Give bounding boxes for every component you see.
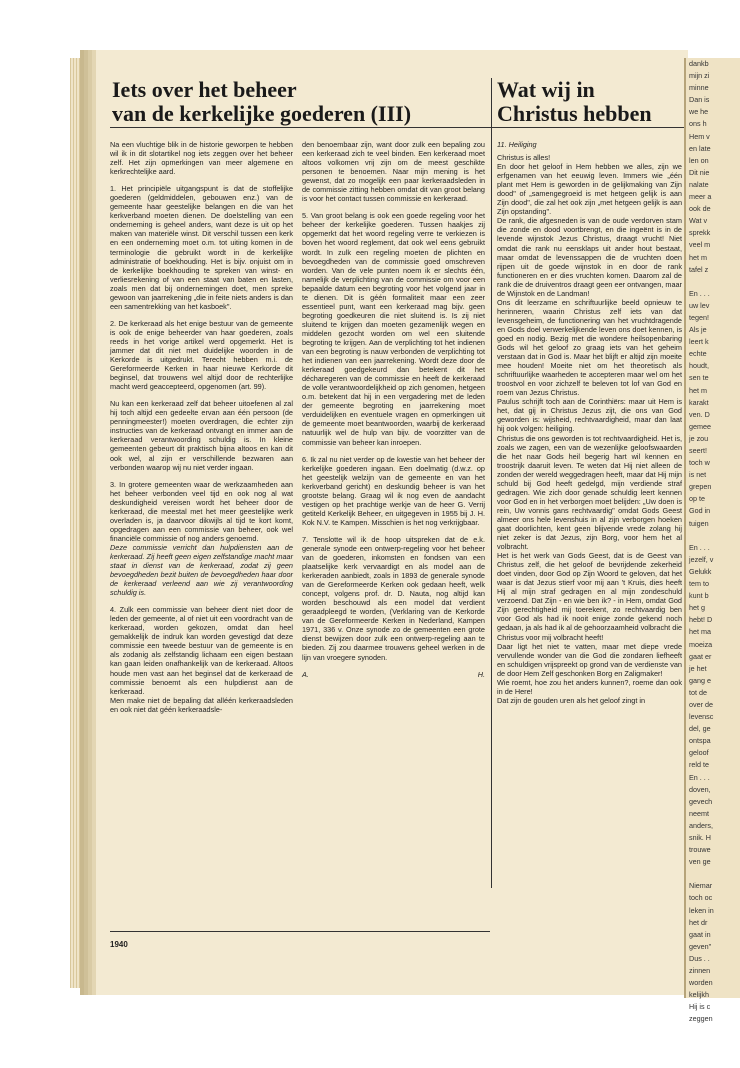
next-page-fragment: worden	[689, 978, 713, 988]
next-page-fragment: zinnen	[689, 966, 711, 976]
next-page-fragment: Hij is c	[689, 1002, 711, 1012]
next-page-fragment: meer a	[689, 192, 712, 202]
next-page-fragment: Wat v	[689, 216, 708, 226]
page-number: 1940	[110, 940, 128, 949]
signature	[302, 670, 485, 679]
next-page-fragment	[686, 868, 740, 880]
next-page-fragment: sprekk	[689, 228, 711, 238]
paragraph: 6. Ik zal nu niet verder op de kwestie van het beheer der kerkelijke goederen ingaan. Een doelmatig (d.w.z. op het geestelijk welzijn van de gemeente en van het kerkverband gericht) en deskundig beheer is van het grootste belang. Graag wil ik nog even de aandacht vestigen op het prachtige werkje van de heer G. Verrij getiteld Kerkelijk Beheer, en uitgegeven in 1955 bij J. H. Kok N.V. te Kampen. Misschien is het nog verkrijgbaar.	[302, 454, 485, 527]
next-page-fragment: ons h	[689, 119, 707, 129]
next-page-fragment: geloof	[689, 748, 709, 758]
next-page-fragment: Dus . .	[689, 953, 710, 963]
next-page-fragment: over de	[689, 699, 713, 709]
next-page-fragment	[686, 276, 740, 288]
next-page-fragment: toch oc	[689, 893, 713, 903]
paragraph: Paulus schrijft toch aan de Corinthiërs: maar uit Hem is het, dat gij in Christus Jezus zijt, die ons van God geworden is: wijsheid, rechtvaardigheid, maar dan laat hij ook volgen: heiliging.	[497, 397, 682, 434]
next-page-fragment: del, ge	[689, 724, 711, 734]
next-page-fragment: levensc	[689, 712, 714, 722]
next-page-fragment: tot de	[689, 687, 707, 697]
paragraph: Na een vluchtige blik in de historie geworpen te hebben wil ik in dit slotartikel nog iets zeggen over het beheer zelf. Het zijn opmerkingen van meer algemene en kerkrechtelijke aard.	[110, 140, 293, 177]
next-page-fragment: kunt b	[689, 591, 709, 601]
next-page-fragment: geven"	[689, 941, 712, 951]
paragraph: den benoembaar zijn, want door zulk een bepaling zou een kerkeraad zich te veel binden. Een kerkeraad moet altoos volkomen vrij zijn om de meest geschikte personen te benoemen. Naar mijn mening is het gewenst, dat zo mogelijk een paar kerkeraadsleden in de commissie zitting hebben omdat dit van groot belang is voor het contact tussen commissie en kerkeraad.	[302, 140, 485, 204]
paragraph: Deze commissie verricht dan hulpdiensten aan de kerkeraad. Zij heeft geen eigen zelfstandige macht maar staat in dienst van de kerkeraad, zodat zij geen bevoegdheden bezit buiten de bevoegdheden haar door de kerkeraad verleend aan wie zij verantwoording schuldig is.	[110, 542, 293, 598]
next-page-fragment: leert k	[689, 337, 709, 347]
left-article-column-2	[302, 140, 485, 679]
signature-initial: A.	[302, 669, 309, 679]
next-page-fragment: echte	[689, 349, 707, 359]
left-article-title	[112, 78, 411, 126]
next-page-fragment: het m	[689, 385, 707, 395]
next-page-fragment: zeggen	[689, 1014, 713, 1024]
next-page-fragment: en late	[689, 143, 711, 153]
left-article-column-1	[110, 140, 293, 722]
next-page-fragment: seert!	[689, 446, 707, 455]
next-page-fragment: veel m	[689, 240, 711, 250]
next-page-fragment: leken in	[689, 905, 714, 915]
next-page-fragment: tuigen	[689, 518, 709, 528]
next-page-fragment: neemt	[689, 808, 709, 818]
next-page-fragment: anders,	[689, 820, 713, 830]
paragraph: En door het geloof in Hem hebben we alles, zijn we erfgenamen van het eeuwig leven. Immers wie „één plant met Hem is geworden in de gelijkmaking van Zijn dood" of „samengegroeid is met hetgeen gelijk is aan Zijn dood", die zal het ook zijn „met hetgeen gelijk is aan Zijn opstanding".	[497, 162, 682, 217]
next-page-fragment: jezelf, v	[689, 554, 714, 564]
paragraph: Nu kan een kerkeraad zelf dat beheer uitoefenen al zal hij toch altijd een gedeelte ervan aan één persoon (de penningmeester!) moeten overdragen, die echter zijn instructies van de kerkeraad ontvangt en immer aan de kerkeraad verantwoording schuldig is. In kleine gemeenten gebeurt dit praktisch bijna altoos en kan dit ook wel, al zijn er verschillende bezwaren aan verbonden waarop wij nu niet verder ingaan.	[110, 399, 293, 472]
next-page-fragment: En . . .	[689, 288, 710, 298]
next-page-fragment: trouwe	[689, 845, 711, 855]
next-page-fragment: len on	[689, 155, 709, 165]
next-page-fragment: gaat er	[689, 651, 712, 661]
paragraph: 1. Het principiële uitgangspunt is dat de stoffelijke goederen (geldmiddelen, gebouwen enz.) van de gemeente haar geestelijke belangen en die van het kerkverband moeten dienen. De doelstelling van een onderneming is geheel anders, want deze is uit op het maken van materiële winst. Dit verschil tussen een kerk en een onderneming moet o.m. tot uiting komen in de terminologie die gebruikt wordt in de kerkelijke administratie of boekhouding. Het is bijv. onjuist om in de kerkelijke boekhouding te spreken van winst- en verliesrekening of van een staat van baten en lasten, zoals men dat bij ondernemingen doet, men spreke gewoon van jaarrekening „die in feite niets anders is dan een samentrekking van het kasboek".	[110, 184, 293, 311]
next-page-fragment: sen te	[689, 373, 709, 383]
next-page-fragment: Als je	[689, 325, 707, 335]
next-page-fragment: karakt	[689, 397, 709, 407]
next-page-fragment: ven ge	[689, 857, 711, 867]
next-page-fragment: is net	[689, 470, 707, 480]
next-page-fragment: kelijkh	[689, 990, 709, 1000]
next-page-fragment: je het	[689, 663, 707, 673]
paragraph: 4. Zulk een commissie van beheer dient niet door de leden der gemeente, al of niet uit een voordracht van de kerkeraad, worden gekozen, omdat dan heel gemakkelijk de indruk kan worden gevestigd dat deze commissie een tweede bestuur van de gemeente is en als zodanig als zelfstandig lichaam een eigen bestaan kan gaan leiden onafhankelijk van de kerkeraad. Altoos houde men vast aan het beginsel dat de kerkeraad de commissie benoemt als een hulpdienst aan de kerkeraad.	[110, 605, 293, 696]
next-page-fragment: het g	[689, 603, 705, 613]
next-page-fragment: gang e	[689, 675, 711, 685]
paragraph: Wie roemt, hoe zou het anders kunnen?, roeme dan ook in de Here!	[497, 677, 682, 696]
paragraph: 3. In grotere gemeenten waar de werkzaamheden aan het beheer verbonden veel tijd en ook nog al wat deskundigheid vereisen wordt het beheer door de kerkeraad, die meestal met het meer geestelijke werk overladen is, ja daarvoor dikwijls al tijd te kort komt, opgedragen aan een commissie van beheer, ook wel financiële commissie of nog anders genoemd.	[110, 479, 293, 543]
right-article-column	[497, 140, 682, 705]
next-page-fragment: grepen	[689, 482, 712, 492]
next-page-fragment: Niemar	[689, 881, 713, 891]
next-page-fragment: doven,	[689, 784, 711, 794]
paragraph: Daar ligt het niet te vatten, maar met diepe vrede vervullende wonder van die God die zondaren liefheeft en schuldigen vrijspreekt op grond van de verdienste van de door Hem Zelf geschonken Borg en Zaligmaker!	[497, 641, 682, 678]
paragraph: Ons dit leerzame en schriftuurlijke beeld opnieuw te herinneren, waarin Christus zelf iets van dat levensgeheim, de functionering van het vruchtdragende en Gods doel verwerkelijkende leven ons doet kennen, is goed en nodig. Bezig met die wondere heilsopenbaring Gods wil het geloof zo graag iets van het geheim verstaan dat in God is. Maar het blijft er altijd zijn moeite mee houden! Moeite niet om het theoretisch als schriftuurlijke waarheden te accepteren maar wel om het troostvol en voor zichzelf te beleven tot lof van God en roem van Jezus Christus.	[497, 297, 682, 398]
next-page-fragment: toch w	[689, 458, 710, 468]
next-page-fragment: hebt! D	[689, 615, 713, 625]
next-page-fragment: God in	[689, 506, 711, 516]
paragraph: 5. Van groot belang is ook een goede regeling voor het beheer der kerkelijke goederen. Tussen haakjes zij opgemerkt dat het woord regeling verre te verkiezen is boven het woord reglement, dat ook wel eens gebruikt wordt. In zulk een regeling moeten de plichten en bevoegdheden van de commissie goed omschreven worden. Van de vele punten noem ik er slechts één, namelijk de verplichting van de commissie om voor een bepaalde datum een begroting voor het volgend jaar in te dienen. Dit is géén formaliteit maar een zeer essentieel punt, want een kerkeraad mag bijv. geen begroting goedkeuren die niet sluitend is. Is zij niet sluitend te krijgen dan moeten gezamenlijk wegen en middelen gezocht worden om wel een sluitende begroting te krijgen. Aan de verplichting tot het indienen van een begroting is nauw verbonden de verplichting tot het indienen van een jaarrekening. Wordt deze door de kerkeraad goedgekeurd dan betekent dit het décharegeren van de commissie en heeft de kerkeraad de volle verantwoordelijkheid op zich genomen, hetgeen o.m. betekent dat hij in een vergadering met de leden der gemeente begroting en jaarrekening moet verduidelijken en eventuele vragen en opmerkingen uit de gemeente moet beantwoorden, waarbij de kerkeraad natuurlijk wel de hulp van bijv. de voorzitter van de commissie van beheer kan inroepen.	[302, 211, 485, 447]
paragraph: 2. De kerkeraad als het enige bestuur van de gemeente is ook de enige beheerder van haar goederen, zoals reeds in het vorige artikel werd opgemerkt. Het is jammer dat dit niet met duidelijke woorden in de Kerkorde is uitgedrukt. Terecht hebben m.i. de Gereformeerde Kerken in haar nieuwe Kerkorde dit beginsel, dat trouwens wel altijd door de rechterlijke macht werd geaccepteerd, opgenomen (art. 99).	[110, 318, 293, 392]
next-page-fragment: Dan is	[689, 95, 710, 105]
next-page-fragment: reld te	[689, 760, 709, 770]
paragraph: De rank, die afgesneden is van de oude verdorven stam die zonde en dood voortbrengt, en die ingeënt is in de levende wijnstok Jezus Christus, draagt vrucht! Niet omdat die rank nu eensklaps uit ander hout bestaat, maar omdat de levenssappen die de vruchten doen rijpen uit de goede wijnstok in en door de rank functioneren en er dies vruchten komen. Daarom zal de rank die de druiventros draagt geen eer ontvangen, maar de Wijnstok en de Landman!	[497, 216, 682, 298]
paragraph: Christus die ons geworden is tot rechtvaardigheid. Het is, zoals we zagen, een van de wezenlijke geloofswaarden die het naar Gods heil begerig hart wil kennen en troostrijk daaruit leven. Te weten dat Hij niet alleen de zonden der wereld weggedragen heeft, maar dat Hij mijn schuld bij God heeft gedelgd, mijn verdiende straf gedragen. Wie zich door genade schuldig leert kennen voor God en in het verborgen moet belijden: „Uw doen is rein, Uw vonnis gans rechtvaardig" omdat Gods Geest almeer ons hele levenshuis in al zijn verborgen hoeken gaat doorlichten, kent geen blijvende vrede zolang hij niet zeker is dat Jezus, zijn Borg, voor hem het al volbracht.	[497, 433, 682, 552]
next-page-fragment: Hem v	[689, 131, 710, 141]
column-divider	[491, 78, 492, 888]
title-line: Christus hebben	[497, 101, 652, 126]
next-page-fragment: ook de	[689, 204, 711, 214]
next-page-fragment: Dit nie	[689, 167, 710, 177]
next-page-fragment: tafel z	[689, 264, 709, 274]
right-article-title	[497, 78, 652, 126]
next-page-fragment: we he	[689, 107, 709, 117]
next-page-fragment: nalate	[689, 179, 709, 189]
next-page-fragment: gaat in	[689, 929, 711, 939]
next-page-fragment: houdt,	[689, 361, 709, 371]
next-page-edge	[684, 58, 740, 1024]
next-page-fragment: op te	[689, 494, 705, 504]
header-rule	[110, 127, 684, 128]
next-page-fragment: snik. H	[689, 833, 711, 842]
next-page-fragment: En . . .	[689, 542, 710, 552]
next-page-fragment: mijn zi	[689, 71, 710, 81]
next-page-fragment: je zou	[689, 433, 709, 443]
paragraph: Het is het werk van Gods Geest, dat is de Geest van Christus zelf, die het geloof de bevrijdende zekerheid doet vinden, door God op Zijn Woord te geloven, dat het waar is dat Jezus stierf voor mij aan 't Kruis, dies heeft Hij al mijn straf gedragen en al mijn zondeschuld verzoend. Dat Zijn - en wie ben ik? - in Hem, omdat God Zijn gerechtigheid mij toerekent, zo rechtvaardig ben voor God als had ik nooit enige zonde gekend noch gedaan, ja als had ik al de gehoorzaamheid volbracht die Christus voor mij volbracht heeft!	[497, 551, 682, 642]
subtitle: 11. Heiliging	[497, 140, 537, 149]
paragraph: Dat zijn de gouden uren als het geloof zingt in	[497, 695, 646, 705]
next-page-fragment: het dr	[689, 917, 708, 927]
next-page-fragment	[686, 530, 740, 542]
paragraph: 7. Tenslotte wil ik de hoop uitspreken dat de e.k. generale synode een ontwerp-regeling voor het beheer van de goederen, inkomsten en fondsen van een plaatselijke kerk vervaardigt en als model aan de kerkeraden aanbiedt, zoals in 1893 de generale synode van de Gereformeerde Kerken ook gedaan heeft, welk concept, volgens prof. dr. D. Nauta, nog altijd kan worden beschouwd als een model dat verdient geraadpleegd te worden, (Verklaring van de Kerkorde van de Gereformeerde Kerken in Nederland, Kampen 1971, 336 v. Onze synode zo de gemeenten een grote dienst bewijzen door zulk een ontwerp-regeling aan te bieden. Zij zou daarmee trouwens geheel werken in de lijn van vroegere synoden.	[302, 534, 485, 662]
next-page-fragment: uw lev	[689, 300, 710, 310]
footer-rule	[110, 931, 490, 932]
next-page-fragment: dankb	[689, 59, 709, 68]
next-page-fragment: gemee	[689, 421, 711, 431]
next-page-fragment: ven. D	[689, 409, 710, 419]
title-line: Wat wij in	[497, 77, 595, 102]
next-page-fragment: moeiza	[689, 639, 713, 649]
next-page-fragment: gevech	[689, 796, 713, 806]
paragraph: Christus is alles!	[497, 153, 551, 163]
next-page-fragment: En . . .	[689, 772, 710, 782]
next-page-fragment: tegen!	[689, 312, 709, 322]
next-page-fragment: het ma	[689, 627, 711, 637]
signature-initial: H.	[477, 669, 485, 679]
title-line: van de kerkelijke goederen (III)	[112, 101, 412, 126]
next-page-fragment: tem to	[689, 579, 709, 589]
paragraph: Men make niet de bepaling dat alléén kerkeraadsleden en ook niet dat géén kerkeraadsle-	[110, 695, 293, 714]
next-page-fragment: Gelukk	[689, 566, 712, 576]
title-line: Iets over het beheer	[112, 77, 297, 102]
next-page-fragment: minne	[689, 83, 709, 93]
next-page-fragment: ontspa	[689, 736, 711, 746]
next-page-fragment: het m	[689, 252, 707, 262]
